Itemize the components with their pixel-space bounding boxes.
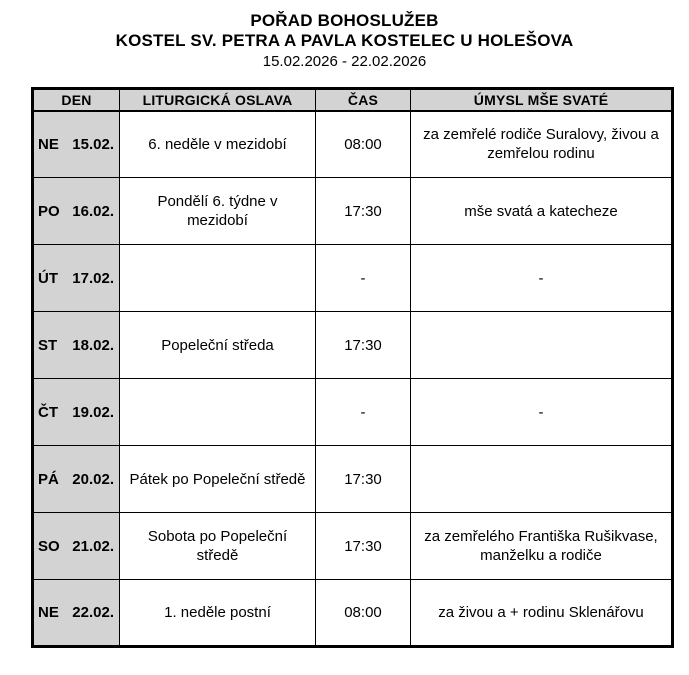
day-label [34,470,119,489]
day-abbr: ÚT [38,269,58,287]
day-abbr: NE [38,604,59,621]
intention-cell: za zemřelého Františka Rušikvase, manželku a rodiče [411,513,673,580]
intention-cell [411,312,673,379]
time-cell: 17:30 [316,178,411,245]
day-label [34,135,119,154]
celebration-cell [120,379,316,446]
time-cell: - [316,379,411,446]
day-date: 21.02. [72,537,114,555]
day-label [34,202,119,221]
day-label [34,336,119,355]
intention-cell [411,446,673,513]
intention-cell: za živou a + rodinu Sklenářovu [411,580,673,647]
day-date: 17.02. [72,269,114,287]
church-name: KOSTEL SV. PETRA A PAVLA KOSTELEC U HOLEŠOVA [115,31,574,50]
celebration-cell: 1. neděle postní [120,580,316,647]
table-row [33,312,673,379]
celebration-cell [120,245,316,312]
celebration-cell: Pátek po Popeleční středě [120,446,316,513]
table-row [33,245,673,312]
schedule-table [31,87,674,648]
document-header [0,0,689,72]
time-cell: 17:30 [316,446,411,513]
day-label [34,269,119,288]
day-date: 22.02. [72,604,114,621]
day-abbr: PO [38,202,60,220]
time-cell: 08:00 [316,111,411,178]
time-cell: 08:00 [316,580,411,647]
time-cell: 17:30 [316,513,411,580]
day-label [34,403,119,422]
date-range: 15.02.2026 - 22.02.2026 [262,53,427,70]
column-header-day: DEN [33,89,120,111]
table-row [33,580,673,647]
day-cell [33,379,120,446]
day-abbr: ST [38,336,58,354]
day-cell [33,446,120,513]
day-abbr: SO [38,537,60,555]
day-cell [33,111,120,178]
document-title: POŘAD BOHOSLUŽEB [250,11,439,30]
day-cell [33,245,120,312]
day-abbr: ČT [38,403,58,421]
day-cell [33,580,120,647]
celebration-cell: Popeleční středa [120,312,316,379]
time-cell: 17:30 [316,312,411,379]
table-row [33,111,673,178]
day-cell [33,513,120,580]
intention-cell: mše svatá a katecheze [411,178,673,245]
intention-cell: za zemřelé rodiče Suralovy, živou a zemřelou rodinu [411,111,673,178]
table-row [33,379,673,446]
column-header-time: ČAS [316,89,411,111]
day-label [34,537,119,556]
column-header-celebration: LITURGICKÁ OSLAVA [120,89,316,111]
table-row [33,178,673,245]
table-header-row [33,89,673,111]
intention-cell: - [411,379,673,446]
day-cell [33,312,120,379]
day-label [34,603,119,622]
celebration-cell: Sobota po Popeleční středě [120,513,316,580]
time-cell: - [316,245,411,312]
day-date: 16.02. [72,202,114,220]
celebration-cell: Pondělí 6. týdne v mezidobí [120,178,316,245]
table-row [33,446,673,513]
day-cell [33,178,120,245]
day-date: 15.02. [72,135,114,153]
day-date: 18.02. [72,336,114,354]
intention-cell: - [411,245,673,312]
table-row [33,513,673,580]
day-abbr: PÁ [38,470,59,488]
day-abbr: NE [38,135,59,153]
column-header-intention: ÚMYSL MŠE SVATÉ [411,89,673,111]
day-date: 19.02. [72,403,114,421]
day-date: 20.02. [72,470,114,488]
celebration-cell: 6. neděle v mezidobí [120,111,316,178]
